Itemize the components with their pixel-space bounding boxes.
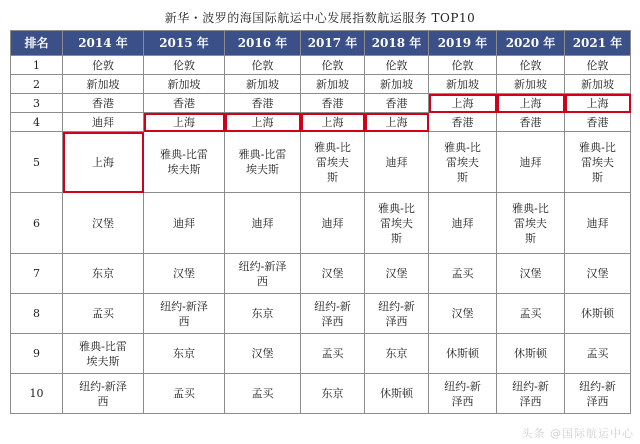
- port-cell: 香港: [429, 113, 497, 132]
- port-cell: 伦敦: [144, 56, 225, 75]
- port-cell: 休斯顿: [565, 294, 631, 334]
- rank-cell: 8: [11, 294, 63, 334]
- port-cell: 孟买: [565, 334, 631, 374]
- port-cell: 上海: [144, 113, 225, 132]
- port-cell: 新加坡: [301, 75, 365, 94]
- table-row: [11, 113, 631, 132]
- port-cell: 汉堡: [365, 254, 429, 294]
- rank-cell: 9: [11, 334, 63, 374]
- port-cell: 雅典-比 雷埃夫 斯: [565, 132, 631, 193]
- port-cell: 休斯顿: [365, 374, 429, 414]
- port-cell: 迪拜: [497, 132, 565, 193]
- port-cell: 孟买: [429, 254, 497, 294]
- port-cell: 孟买: [225, 374, 301, 414]
- table-row: [11, 56, 631, 75]
- port-cell: 上海: [225, 113, 301, 132]
- port-cell: 休斯顿: [497, 334, 565, 374]
- port-cell: 汉堡: [429, 294, 497, 334]
- port-cell: 休斯顿: [429, 334, 497, 374]
- port-cell: 迪拜: [144, 193, 225, 254]
- port-cell: 纽约-新 泽西: [497, 374, 565, 414]
- port-cell: 纽约-新 泽西: [301, 294, 365, 334]
- port-cell: 伦敦: [365, 56, 429, 75]
- port-cell: 香港: [144, 94, 225, 113]
- port-cell: 汉堡: [63, 193, 144, 254]
- port-cell: 迪拜: [63, 113, 144, 132]
- port-cell: 东京: [63, 254, 144, 294]
- port-cell: 迪拜: [365, 132, 429, 193]
- port-cell: 雅典-比雷 埃夫斯: [63, 334, 144, 374]
- rank-cell: 1: [11, 56, 63, 75]
- port-cell: 上海: [63, 132, 144, 193]
- table-row: [11, 254, 631, 294]
- header-year: 2016 年: [225, 31, 301, 56]
- port-cell: 上海: [301, 113, 365, 132]
- port-cell: 孟买: [144, 374, 225, 414]
- port-cell: 汉堡: [225, 334, 301, 374]
- port-cell: 东京: [144, 334, 225, 374]
- port-cell: 雅典-比 雷埃夫 斯: [301, 132, 365, 193]
- table-row: [11, 334, 631, 374]
- port-cell: 新加坡: [565, 75, 631, 94]
- port-cell: 新加坡: [144, 75, 225, 94]
- header-rank: 排名: [11, 31, 63, 56]
- table-title: 新华・波罗的海国际航运中心发展指数航运服务 TOP10: [164, 11, 476, 25]
- rank-cell: 5: [11, 132, 63, 193]
- port-cell: 雅典-比雷 埃夫斯: [225, 132, 301, 193]
- rank-cell: 3: [11, 94, 63, 113]
- port-cell: 新加坡: [429, 75, 497, 94]
- header-year: 2021 年: [565, 31, 631, 56]
- rank-cell: 6: [11, 193, 63, 254]
- port-cell: 纽约-新泽 西: [144, 294, 225, 334]
- port-cell: 汉堡: [144, 254, 225, 294]
- port-cell: 纽约-新泽 西: [63, 374, 144, 414]
- ranking-table: [10, 30, 631, 414]
- port-cell: 孟买: [63, 294, 144, 334]
- rank-cell: 10: [11, 374, 63, 414]
- header-year: 2014 年: [63, 31, 144, 56]
- port-cell: 迪拜: [429, 193, 497, 254]
- port-cell: 伦敦: [301, 56, 365, 75]
- port-cell: 纽约-新泽 西: [225, 254, 301, 294]
- port-cell: 东京: [365, 334, 429, 374]
- rank-cell: 2: [11, 75, 63, 94]
- port-cell: 香港: [301, 94, 365, 113]
- header-year: 2020 年: [497, 31, 565, 56]
- rank-cell: 7: [11, 254, 63, 294]
- port-cell: 伦敦: [565, 56, 631, 75]
- port-cell: 新加坡: [365, 75, 429, 94]
- table-row: [11, 193, 631, 254]
- port-cell: 雅典-比 雷埃夫 斯: [429, 132, 497, 193]
- port-cell: 迪拜: [225, 193, 301, 254]
- port-cell: 新加坡: [497, 75, 565, 94]
- port-cell: 上海: [497, 94, 565, 113]
- port-cell: 孟买: [301, 334, 365, 374]
- header-year: 2019 年: [429, 31, 497, 56]
- port-cell: 雅典-比雷 埃夫斯: [144, 132, 225, 193]
- header-year: 2018 年: [365, 31, 429, 56]
- table-row: [11, 132, 631, 193]
- port-cell: 纽约-新 泽西: [365, 294, 429, 334]
- table-row: [11, 94, 631, 113]
- table-row: [11, 374, 631, 414]
- port-cell: 雅典-比 雷埃夫 斯: [365, 193, 429, 254]
- port-cell: 伦敦: [225, 56, 301, 75]
- port-cell: 新加坡: [225, 75, 301, 94]
- port-cell: 迪拜: [565, 193, 631, 254]
- header-row: [11, 31, 631, 56]
- port-cell: 新加坡: [63, 75, 144, 94]
- port-cell: 东京: [225, 294, 301, 334]
- port-cell: 东京: [301, 374, 365, 414]
- rank-cell: 4: [11, 113, 63, 132]
- port-cell: 孟买: [497, 294, 565, 334]
- port-cell: 汉堡: [565, 254, 631, 294]
- port-cell: 香港: [497, 113, 565, 132]
- port-cell: 上海: [365, 113, 429, 132]
- port-cell: 香港: [365, 94, 429, 113]
- table-row: [11, 75, 631, 94]
- port-cell: 雅典-比 雷埃夫 斯: [497, 193, 565, 254]
- port-cell: 纽约-新 泽西: [429, 374, 497, 414]
- port-cell: 上海: [429, 94, 497, 113]
- watermark: 头条 @国际航运中心: [521, 427, 634, 440]
- port-cell: 香港: [63, 94, 144, 113]
- port-cell: 伦敦: [497, 56, 565, 75]
- port-cell: 香港: [565, 113, 631, 132]
- header-year: 2015 年: [144, 31, 225, 56]
- port-cell: 伦敦: [63, 56, 144, 75]
- port-cell: 纽约-新 泽西: [565, 374, 631, 414]
- header-year: 2017 年: [301, 31, 365, 56]
- port-cell: 汉堡: [301, 254, 365, 294]
- port-cell: 上海: [565, 94, 631, 113]
- port-cell: 伦敦: [429, 56, 497, 75]
- port-cell: 迪拜: [301, 193, 365, 254]
- port-cell: 香港: [225, 94, 301, 113]
- port-cell: 汉堡: [497, 254, 565, 294]
- table-row: [11, 294, 631, 334]
